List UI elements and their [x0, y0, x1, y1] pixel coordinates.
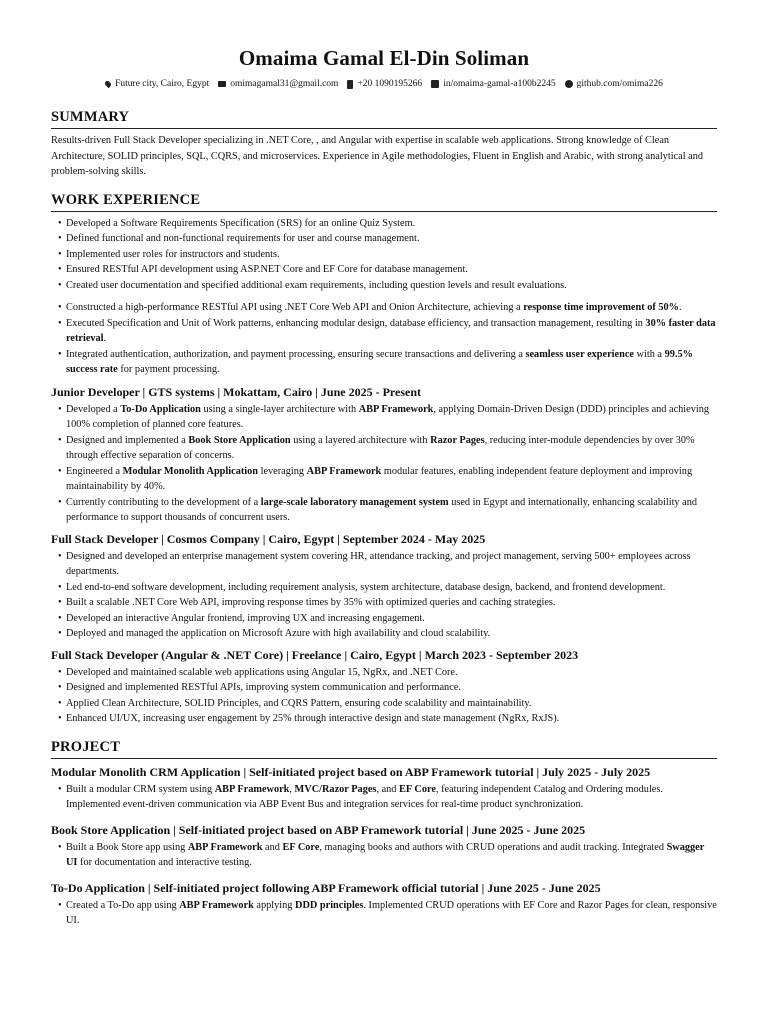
list-item: • Deployed and managed the application on Microsoft Azure with high availability and cloud scalability. [51, 626, 717, 642]
location-item [105, 79, 209, 89]
list-item: • Currently contributing to the development of a large-scale laboratory management system used in Egypt and internationally, enhancing scalability and performance to support thousands of concurrent users. [51, 495, 717, 526]
work-experience-heading: WORK EXPERIENCE [51, 192, 717, 212]
list-item: • Engineered a Modular Monolith Application leveraging ABP Framework modular features, enabling independent feature deployment and improving maintainability by 40%. [51, 464, 717, 495]
project3-bullets [51, 898, 717, 929]
linkedin-icon [431, 80, 439, 88]
phone-item[interactable] [347, 79, 422, 89]
project-title-crm: Modular Monolith CRM Application | Self-initiated project based on ABP Framework tutorial | July 2025 - July 2025 [51, 764, 651, 779]
list-item: • Created user documentation and specified additional exam requirements, including question levels and result evaluations. [51, 278, 717, 294]
project-title-bookstore: Book Store Application | Self-initiated project based on ABP Framework tutorial | June 2025 - June 2025 [51, 822, 586, 837]
list-item: • Built a Book Store app using ABP Framework and EF Core, managing books and authors with CRUD operations and audit tracking. Integrated Swagger UI for documentation and interactive testing. [51, 840, 717, 871]
github-item[interactable] [565, 79, 663, 89]
project-heading: PROJECT [51, 739, 717, 759]
list-item: • Enhanced UI/UX, increasing user engagement by 25% through interactive design and state management (NgRx, RxJS). [51, 711, 717, 727]
summary-text: Results-driven Full Stack Developer specializing in .NET Core, , and Angular with expertise in scalable web applications. Strong knowledge of Clean Architecture, SOLID principles, SQL, CQRS, and microservices. Experience in Agile methodologies, Fluent in English and Arabic, with strong analytical and problem-solving skills. [51, 135, 703, 177]
list-item: • Designed and developed an enterprise management system covering HR, attendance tracking, and project management, serving 500+ employees across departments. [51, 549, 717, 580]
phone-icon [347, 80, 353, 89]
job-title-cosmos: Full Stack Developer | Cosmos Company | Cairo, Egypt | September 2024 - May 2025 [51, 531, 486, 546]
project1-bullets [51, 782, 717, 813]
list-item: • Designed and implemented RESTful APIs, improving system communication and performance. [51, 680, 717, 696]
email-item[interactable] [218, 79, 338, 89]
linkedin-item[interactable] [431, 79, 555, 89]
phone-link[interactable]: +20 1090195266 [357, 79, 423, 89]
list-item: • Implemented user roles for instructors and students. [51, 247, 717, 263]
list-item: • Developed a To-Do Application using a single-layer architecture with ABP Framework, applying Domain-Driven Design (DDD) principles and achieving 100% completion of planned core features. [51, 402, 717, 433]
envelope-icon [218, 81, 226, 87]
list-item: • Executed Specification and Unit of Work patterns, enhancing modular design, database efficiency, and transaction management, resulting in 30% faster data retrieval. [51, 316, 717, 347]
list-item: • Applied Clean Architecture, SOLID Principles, and CQRS Pattern, ensuring code scalability and maintainability. [51, 696, 717, 712]
list-item: • Led end-to-end software development, including requirement analysis, system architecture, database design, backend, and frontend development. [51, 580, 717, 596]
summary-heading: SUMMARY [51, 109, 717, 129]
project2-bullets [51, 840, 717, 871]
location-pin-icon [104, 80, 112, 88]
github-icon [565, 80, 573, 88]
list-item: • Designed and implemented a Book Store Application using a layered architecture with Razor Pages, reducing inter-module dependencies by over 30% through effective separation of concerns. [51, 433, 717, 464]
list-item: • Integrated authentication, authorization, and payment processing, ensuring secure transactions and delivering a seamless user experience with a 99.5% success rate for payment processing. [51, 347, 717, 378]
work-group-1 [51, 216, 717, 294]
job2-bullets [51, 549, 717, 642]
list-item: • Constructed a high-performance RESTful API using .NET Core Web API and Onion Architecture, achieving a response time improvement of 50%. [51, 300, 717, 316]
project-title-todo: To-Do Application | Self-initiated project following ABP Framework official tutorial | June 2025 - June 2025 [51, 880, 601, 895]
list-item: • Ensured RESTful API development using ASP.NET Core and EF Core for database management. [51, 262, 717, 278]
job-title-junior-developer: Junior Developer | GTS systems | Mokattam, Cairo | June 2025 - Present [51, 384, 422, 399]
list-item: • Created a To-Do app using ABP Framework applying DDD principles. Implemented CRUD operations with EF Core and Razor Pages for clean, responsive UI. [51, 898, 717, 929]
candidate-name: Omaima Gamal El-Din Soliman [238, 46, 530, 70]
email-link[interactable]: omimagamal31@gmail.com [230, 79, 339, 89]
contact-line [51, 79, 717, 89]
list-item: • Developed a Software Requirements Specification (SRS) for an online Quiz System. [51, 216, 717, 232]
job3-bullets [51, 665, 717, 727]
work-group-2 [51, 300, 717, 378]
list-item: • Built a modular CRM system using ABP Framework, MVC/Razor Pages, and EF Core, featuring independent Catalog and Ordering modules. Implemented event-driven communication via ABP Event Bus and integration services for real-time product synchronization. [51, 782, 717, 813]
list-item: • Developed and maintained scalable web applications using Angular 15, NgRx, and .NET Core. [51, 665, 717, 681]
list-item: • Developed an interactive Angular frontend, improving UX and increasing engagement. [51, 611, 717, 627]
github-link[interactable]: github.com/omima226 [576, 79, 663, 89]
location-text: Future city, Cairo, Egypt [115, 79, 210, 89]
job1-bullets [51, 402, 717, 526]
job-title-freelance: Full Stack Developer (Angular & .NET Core) | Freelance | Cairo, Egypt | March 2023 - September 2023 [51, 647, 579, 662]
list-item: • Built a scalable .NET Core Web API, improving response times by 35% with optimized queries and caching strategies. [51, 595, 717, 611]
list-item: • Defined functional and non-functional requirements for user and course management. [51, 231, 717, 247]
linkedin-link[interactable]: in/omaima-gamal-a100b2245 [443, 79, 556, 89]
